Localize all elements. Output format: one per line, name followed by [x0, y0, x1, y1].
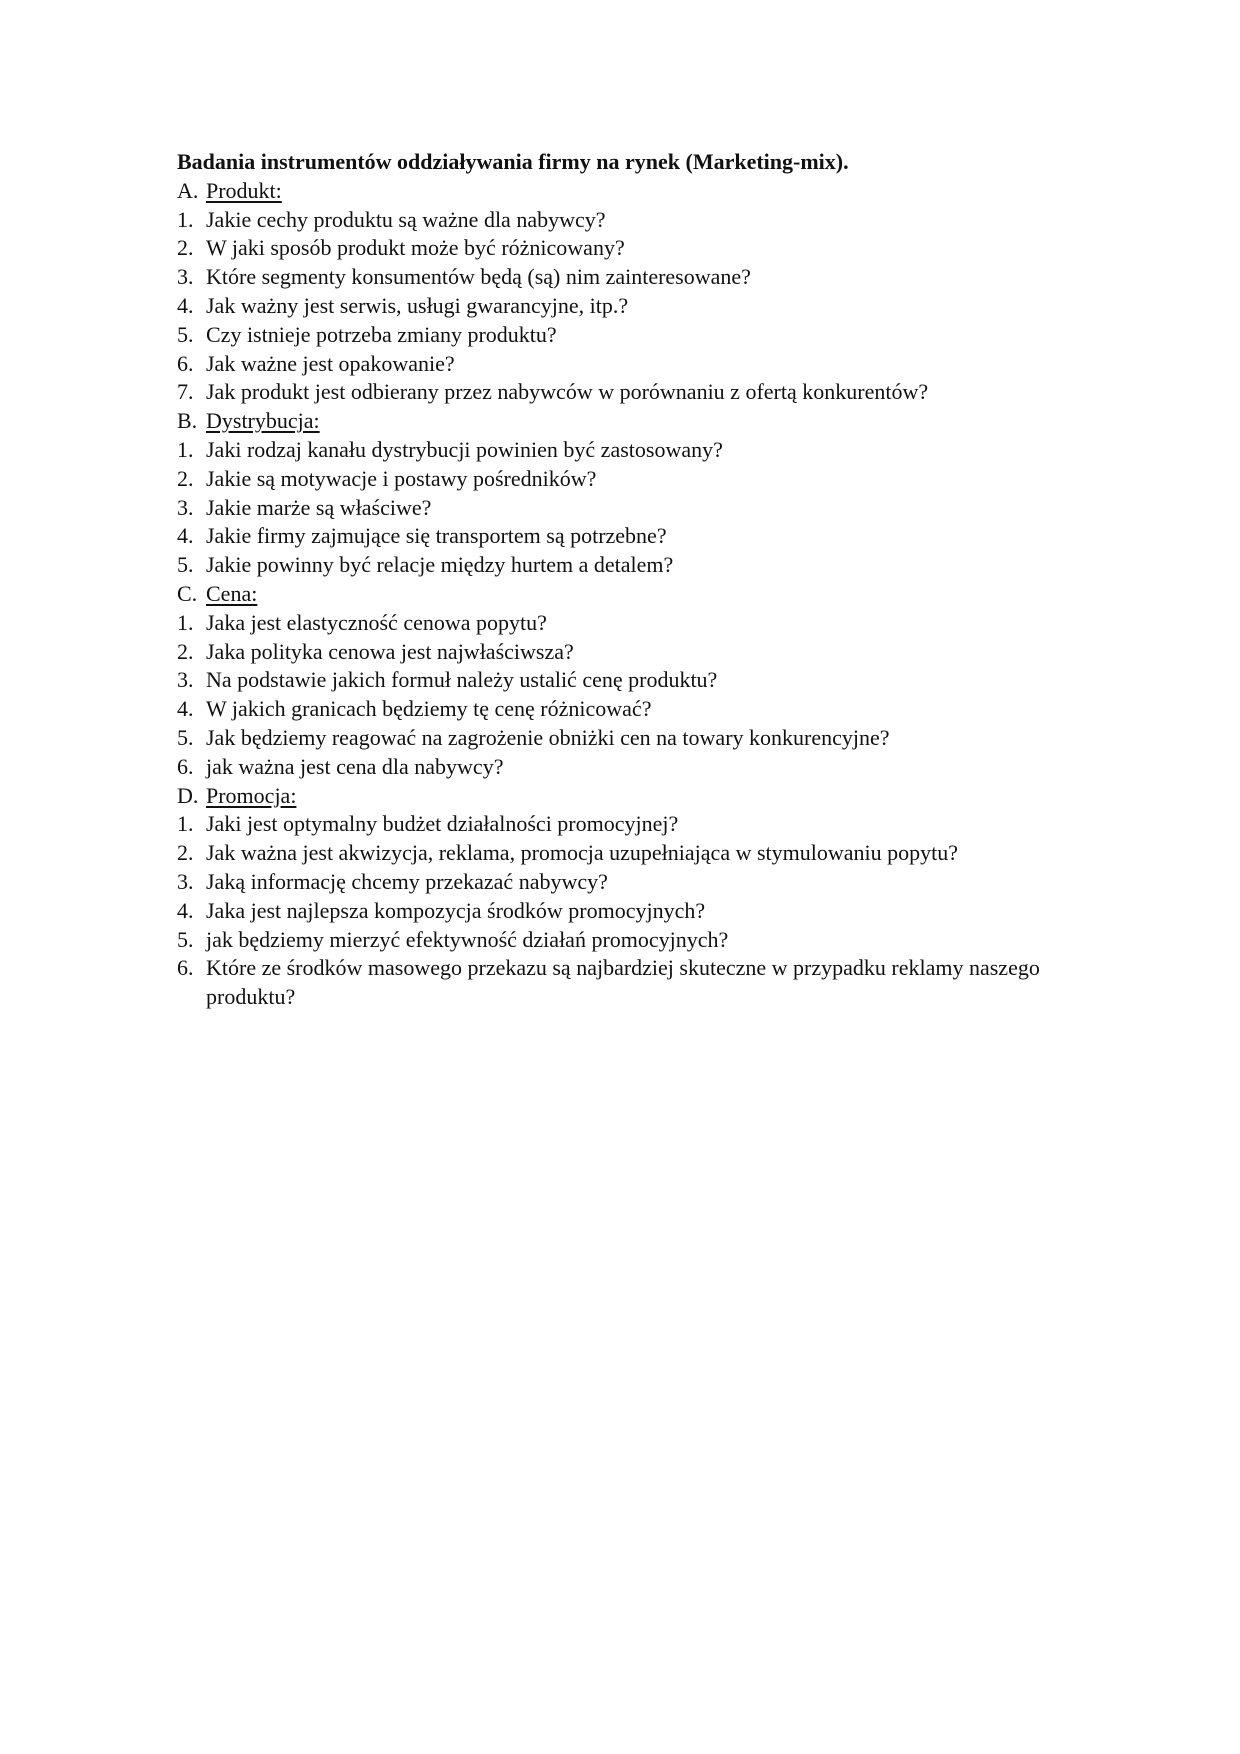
question-item — [177, 522, 1097, 551]
question-number: 3. — [177, 868, 194, 894]
question-text: Które segmenty konsumentów będą (są) nim zainteresowane? — [206, 264, 751, 290]
question-item — [177, 465, 1097, 494]
sections-container — [177, 177, 1097, 1012]
question-text: W jakich granicach będziemy tę cenę różnicować? — [206, 696, 652, 722]
document-title: Badania instrumentów oddziaływania firmy na rynek (Marketing-mix). — [177, 149, 849, 174]
section-name: Promocja: — [206, 782, 297, 808]
question-text: Jaka polityka cenowa jest najwłaściwsza? — [206, 638, 574, 664]
section-name: Cena: — [206, 580, 258, 606]
section-letter: A. — [177, 177, 199, 203]
question-list — [177, 810, 1097, 1012]
question-item — [177, 234, 1097, 263]
question-text: Jakie są motywacje i postawy pośredników? — [206, 465, 597, 491]
question-number: 1. — [177, 609, 194, 635]
question-item — [177, 206, 1097, 235]
question-text: jak będziemy mierzyć efektywność działań promocyjnych? — [206, 926, 729, 952]
question-item — [177, 494, 1097, 523]
question-number: 6. — [177, 350, 194, 376]
question-item — [177, 609, 1097, 638]
question-number: 4. — [177, 523, 194, 549]
question-item — [177, 897, 1097, 926]
question-item — [177, 724, 1097, 753]
question-item — [177, 868, 1097, 897]
question-number: 2. — [177, 840, 194, 866]
question-number: 5. — [177, 321, 194, 347]
question-text: jak ważna jest cena dla nabywcy? — [206, 753, 504, 779]
question-item — [177, 638, 1097, 667]
question-number: 7. — [177, 379, 194, 405]
question-number: 2. — [177, 235, 194, 261]
question-text: Jak ważna jest akwizycja, reklama, promocja uzupełniająca w stymulowaniu popytu? — [206, 840, 959, 866]
question-text: Jaką informację chcemy przekazać nabywcy? — [206, 868, 608, 894]
question-item — [177, 666, 1097, 695]
question-number: 3. — [177, 494, 194, 520]
question-item — [177, 350, 1097, 379]
document-page — [177, 148, 1097, 1012]
question-text: Na podstawie jakich formuł należy ustalić cenę produktu? — [206, 667, 718, 693]
question-number: 4. — [177, 897, 194, 923]
question-number: 3. — [177, 264, 194, 290]
question-text: Jakie marże są właściwe? — [206, 494, 432, 520]
section-name: Produkt: — [206, 177, 282, 203]
question-item — [177, 292, 1097, 321]
question-number: 2. — [177, 465, 194, 491]
question-number: 4. — [177, 292, 194, 318]
question-item — [177, 551, 1097, 580]
question-item — [177, 263, 1097, 292]
question-number: 2. — [177, 638, 194, 664]
question-number: 5. — [177, 724, 194, 750]
section-letter: D. — [177, 782, 199, 808]
question-number: 1. — [177, 206, 194, 232]
question-number: 3. — [177, 667, 194, 693]
question-item — [177, 954, 1097, 1012]
section-name: Dystrybucja: — [206, 408, 320, 434]
question-text: Jak ważne jest opakowanie? — [206, 350, 455, 376]
section-heading — [177, 782, 1097, 811]
question-text: Czy istnieje potrzeba zmiany produktu? — [206, 321, 557, 347]
question-text: Jakie powinny być relacje między hurtem a detalem? — [206, 552, 674, 578]
question-number: 6. — [177, 753, 194, 779]
question-text: Jaki rodzaj kanału dystrybucji powinien być zastosowany? — [206, 436, 723, 462]
question-number: 1. — [177, 811, 194, 837]
question-number: 4. — [177, 696, 194, 722]
question-item — [177, 436, 1097, 465]
question-text: W jaki sposób produkt może być różnicowany? — [206, 235, 625, 261]
question-item — [177, 321, 1097, 350]
question-list — [177, 609, 1097, 782]
question-text: Jakie firmy zajmujące się transportem są potrzebne? — [206, 523, 667, 549]
section-heading — [177, 177, 1097, 206]
question-text: Jak ważny jest serwis, usługi gwarancyjne, itp.? — [206, 292, 629, 318]
section-heading — [177, 407, 1097, 436]
question-text: Jaka jest elastyczność cenowa popytu? — [206, 609, 547, 635]
question-text: Jaka jest najlepsza kompozycja środków promocyjnych? — [206, 897, 706, 923]
question-number: 1. — [177, 436, 194, 462]
question-item — [177, 695, 1097, 724]
question-list — [177, 436, 1097, 580]
question-item — [177, 378, 1097, 407]
question-item — [177, 810, 1097, 839]
question-text: Które ze środków masowego przekazu są najbardziej skuteczne w przypadku reklamy naszego produktu? — [206, 955, 1040, 1010]
question-text: Jak produkt jest odbierany przez nabywców w porównaniu z ofertą konkurentów? — [206, 379, 929, 405]
question-number: 5. — [177, 926, 194, 952]
question-text: Jakie cechy produktu są ważne dla nabywcy? — [206, 206, 606, 232]
section-letter: C. — [177, 580, 198, 606]
question-text: Jaki jest optymalny budżet działalności promocyjnej? — [206, 811, 679, 837]
question-item — [177, 839, 1097, 868]
question-list — [177, 206, 1097, 408]
question-item — [177, 753, 1097, 782]
section-heading — [177, 580, 1097, 609]
question-number: 6. — [177, 955, 194, 981]
question-number: 5. — [177, 552, 194, 578]
question-text: Jak będziemy reagować na zagrożenie obniżki cen na towary konkurencyjne? — [206, 724, 890, 750]
question-item — [177, 926, 1097, 955]
section-letter: B. — [177, 408, 198, 434]
